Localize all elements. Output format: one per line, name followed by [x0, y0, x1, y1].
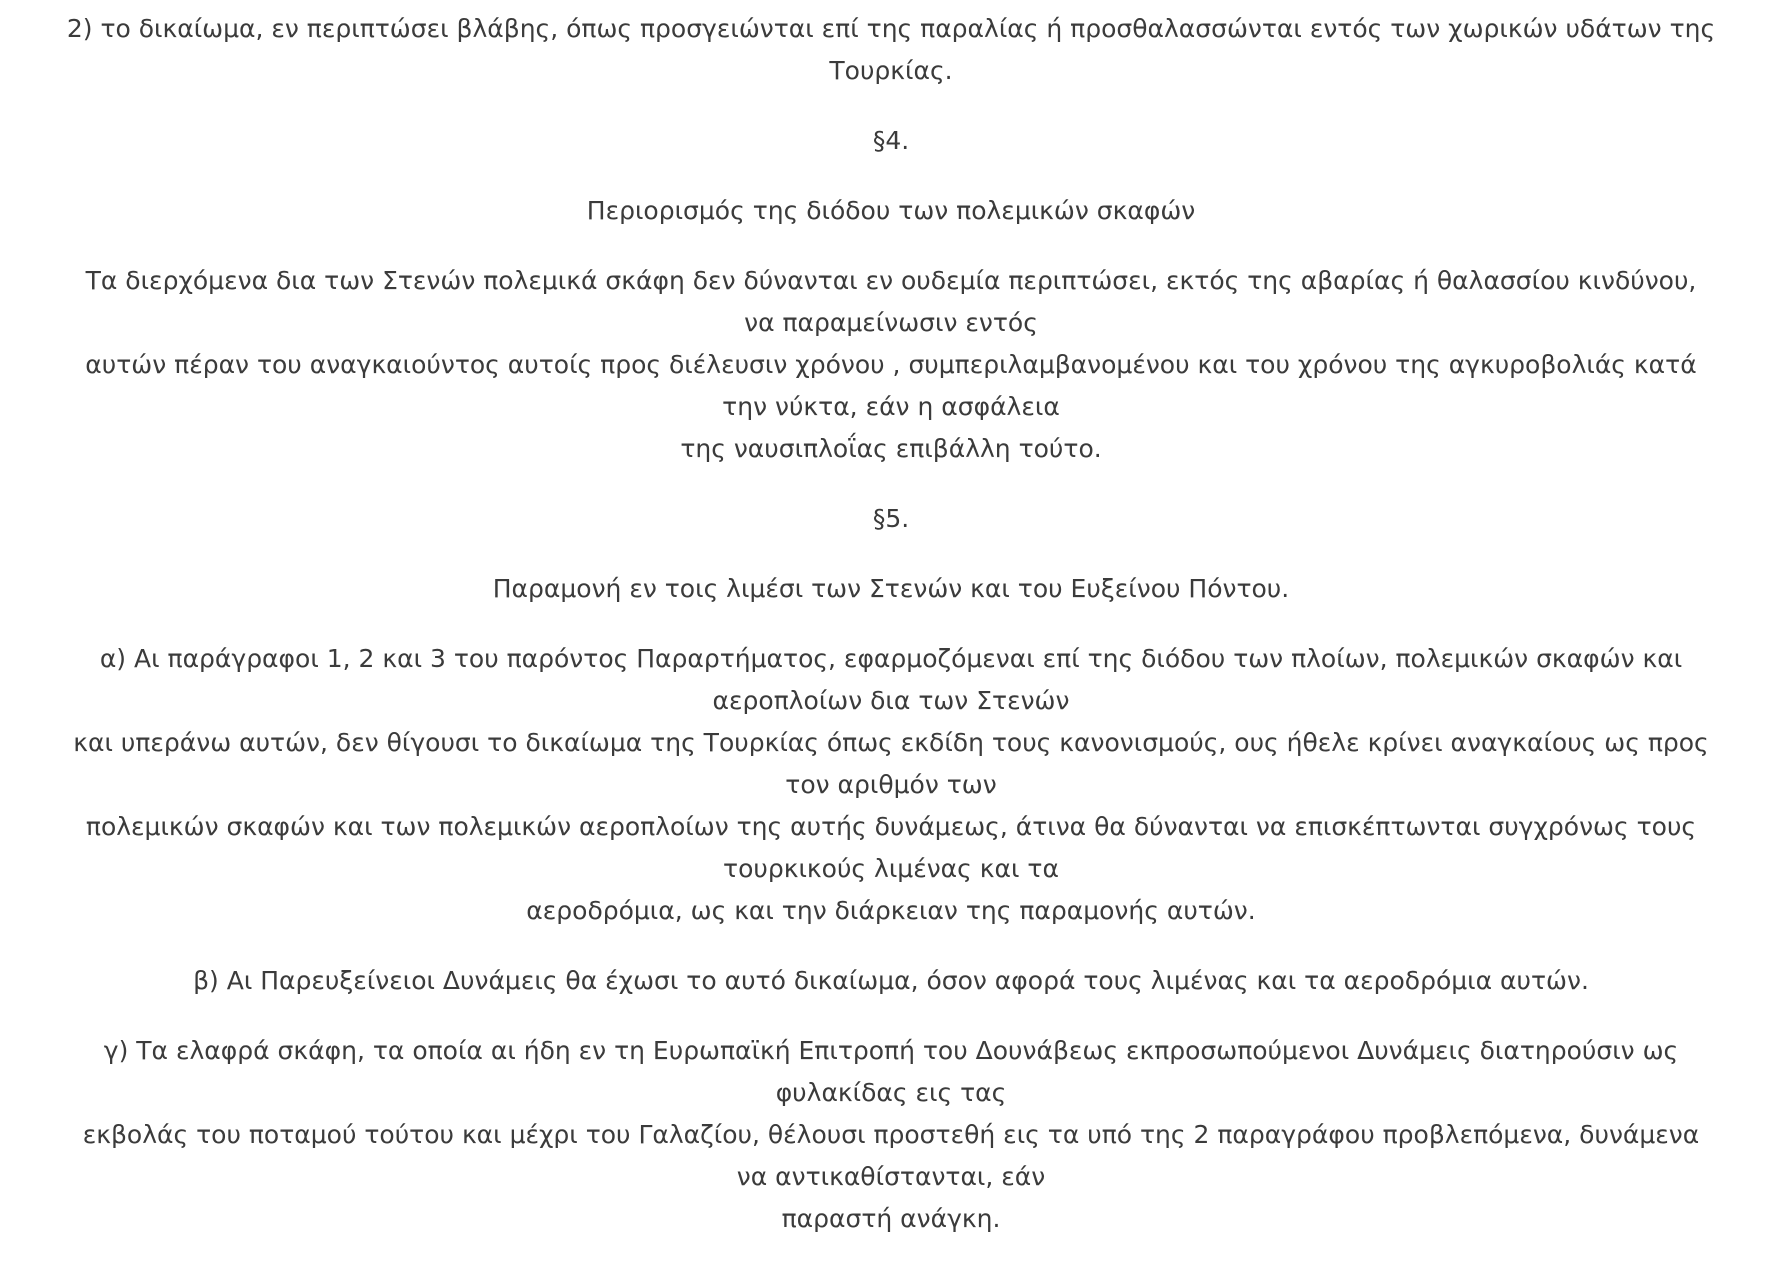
- text-line: αυτών πέραν του αναγκαιούντος αυτοίς προς διέλευσιν χρόνου , συμπεριλαμβανομένου και του χρόνου της αγκυροβολιάς κατά: [85, 350, 1697, 379]
- paragraph-warship-transit-limits: [30, 260, 1752, 470]
- text-line: α) Αι παράγραφοι 1, 2 και 3 του παρόντος Παραρτήματος, εφαρμοζόμεναι επί της διόδου των πλοίων, πολεμικών σκαφών και: [99, 644, 1683, 673]
- text-line: Τουρκίας.: [829, 56, 953, 85]
- text-line: πολεμικών σκαφών και των πολεμικών αεροπλοίων της αυτής δυνάμεως, άτινα θα δύνανται να επισκέπτωνται συγχρόνως τους: [85, 812, 1697, 841]
- text-line: την νύκτα, εάν η ασφάλεια: [722, 392, 1060, 421]
- text-line: β) Αι Παρευξείνειοι Δυνάμεις θα έχωσι το αυτό δικαίωμα, όσον αφορά τους λιμένας και τα αεροδρόμια αυτών.: [193, 966, 1589, 995]
- section-heading-4: [30, 120, 1752, 162]
- text-line: εκβολάς του ποταμού τούτου και μέχρι του Γαλαζίου, θέλουσι προστεθή εις τα υπό της 2 παραγράφου προβλεπόμενα, δυνάμενα: [82, 1120, 1700, 1149]
- text-line: αεροδρόμια, ως και την διάρκειαν της παραμονής αυτών.: [526, 896, 1256, 925]
- text-line: τον αριθμόν των: [785, 770, 997, 799]
- section-title-text: Περιορισμός της διόδου των πολεμικών σκαφών: [586, 196, 1196, 225]
- text-line: να αντικαθίστανται, εάν: [736, 1162, 1046, 1191]
- paragraph-item-c: [30, 1030, 1752, 1240]
- section-number: §5.: [872, 504, 910, 533]
- section-number: §4.: [872, 126, 910, 155]
- paragraph-right-of-emergency-landing: [30, 8, 1752, 92]
- section-title-text: Παραμονή εν τοις λιμέσι των Στενών και του Ευξείνου Πόντου.: [492, 574, 1290, 603]
- text-line: γ) Τα ελαφρά σκάφη, τα οποία αι ήδη εν τη Ευρωπαϊκή Επιτροπή του Δουνάβεως εκπροσωπούμενοι Δυνάμεις διατηρούσιν ως: [103, 1036, 1679, 1065]
- section-title-5: [30, 568, 1752, 610]
- text-line: της ναυσιπλοΐας επιβάλλη τούτο.: [680, 434, 1102, 463]
- section-heading-5: [30, 498, 1752, 540]
- section-title-4: [30, 190, 1752, 232]
- paragraph-item-b: [30, 960, 1752, 1002]
- text-line: παραστή ανάγκη.: [781, 1204, 1001, 1233]
- text-line: και υπεράνω αυτών, δεν θίγουσι το δικαίωμα της Τουρκίας όπως εκδίδη τους κανονισμούς, ους ήθελε κρίνει αναγκαίους ως προς: [73, 728, 1709, 757]
- text-line: αεροπλοίων δια των Στενών: [712, 686, 1070, 715]
- text-line: 2) το δικαίωμα, εν περιπτώσει βλάβης, όπως προσγειώνται επί της παραλίας ή προσθαλασσώνται εντός των χωρικών υδάτων της: [66, 14, 1716, 43]
- text-line: τουρκικούς λιμένας και τα: [723, 854, 1059, 883]
- paragraph-item-a: [30, 638, 1752, 932]
- text-line: να παραμείνωσιν εντός: [744, 308, 1038, 337]
- text-line: φυλακίδας εις τας: [775, 1078, 1007, 1107]
- text-line: Τα διερχόμενα δια των Στενών πολεμικά σκάφη δεν δύνανται εν ουδεμία περιπτώσει, εκτός της αβαρίας ή θαλασσίου κινδύνου,: [85, 266, 1697, 295]
